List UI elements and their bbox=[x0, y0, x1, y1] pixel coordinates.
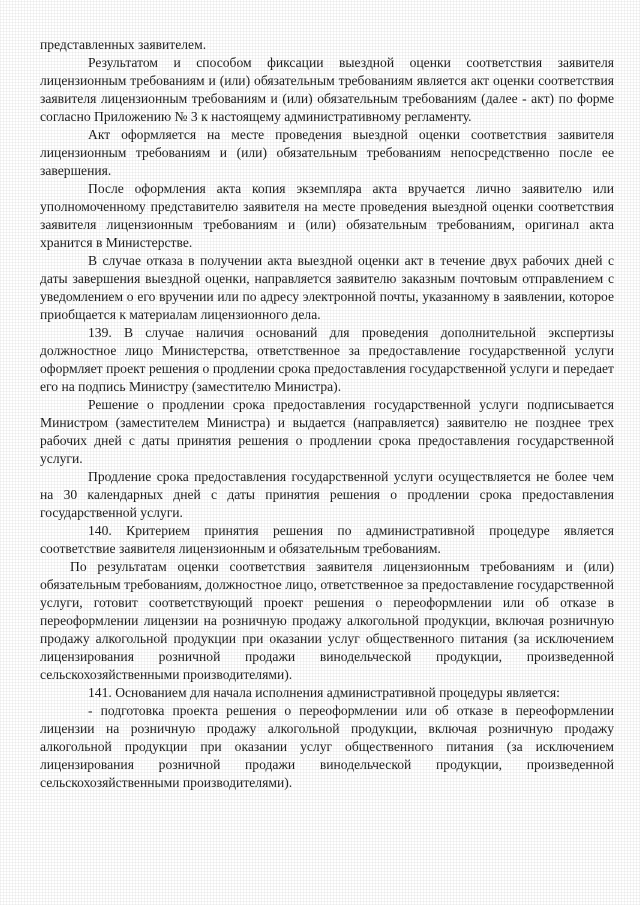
paragraph: Продление срока предоставления государственной услуги осуществляется не более чем на 30 календарных дней с даты принятия решения о продлении срока предоставления государственной услуги. bbox=[40, 469, 614, 520]
paragraph: Решение о продлении срока предоставления государственной услуги подписывается Министром (заместителем Министра) и выдается (направляется) заявителю не позднее трех рабочих дней с даты принятия решения о продлении срока предоставления государственной услуги. bbox=[40, 397, 614, 466]
paragraph: - подготовка проекта решения о переоформлении или об отказе в переоформлении лицензии на розничную продажу алкогольной продукции, включая розничную продажу алкогольной продукции при оказании услуг общественного питания (за исключением лицензирования розничной продажи винодельческой продукции, произведенной сельскохозяйственными производителями). bbox=[40, 703, 614, 790]
paragraph: представленных заявителем. bbox=[40, 37, 207, 52]
paragraph: 141. Основанием для начала исполнения административной процедуры является: bbox=[88, 685, 560, 700]
paragraph: 139. В случае наличия оснований для проведения дополнительной экспертизы должностное лицо Министерства, ответственное за предоставление государственной услуги оформляет проект решения о продлении срока предоставления государственной услуги и передает его на подпись Министру (заместителю Министра). bbox=[40, 325, 614, 394]
paragraph: По результатам оценки соответствия заявителя лицензионным требованиям и (или) обязательным требованиям, должностное лицо, ответственное за предоставление государственной услуги, готовит соответствующий проект решения о переоформлении или об отказе в переоформлении лицензии на розничную продажу алкогольной продукции, включая розничную продажу алкогольной продукции при оказании услуг общественного питания (за исключением лицензирования розничной продажи винодельческой продукции, произведенной сельскохозяйственными производителями). bbox=[40, 559, 614, 682]
document-page bbox=[40, 36, 614, 792]
paragraph: В случае отказа в получении акта выездной оценки акт в течение двух рабочих дней с даты завершения выездной оценки, направляется заявителю заказным почтовым отправлением с уведомлением о его вручении или по адресу электронной почты, указанному в заявлении, которое приобщается к материалам лицензионного дела. bbox=[40, 253, 614, 322]
paragraph: 140. Критерием принятия решения по административной процедуре является соответствие заявителя лицензионным и обязательным требованиям. bbox=[40, 523, 614, 556]
paragraph: Результатом и способом фиксации выездной оценки соответствия заявителя лицензионным требованиям и (или) обязательным требованиям является акт оценки соответствия заявителя лицензионным требованиям и (или) обязательным требованиям (далее - акт) по форме согласно Приложению № 3 к настоящему административному регламенту. bbox=[40, 55, 614, 124]
paragraph: Акт оформляется на месте проведения выездной оценки соответствия заявителя лицензионным требованиям и (или) обязательным требованиям непосредственно после ее завершения. bbox=[40, 127, 614, 178]
paragraph: После оформления акта копия экземпляра акта вручается лично заявителю или уполномоченному представителю заявителя на месте проведения выездной оценки соответствия заявителя лицензионным требованиям и (или) обязательным требованиям, оригинал акта хранится в Министерстве. bbox=[40, 181, 614, 250]
